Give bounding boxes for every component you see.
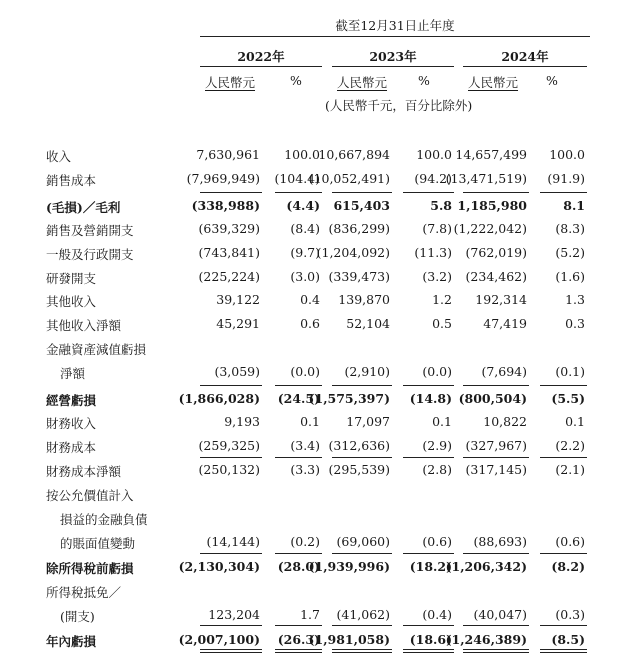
total-double-rule — [200, 652, 262, 653]
percent-cell: (1.6) — [555, 269, 585, 284]
subtotal-rule — [275, 625, 322, 626]
col-rmb-2024: 人民幣元 — [468, 75, 519, 90]
col-pct-2023: % — [418, 73, 430, 88]
subtotal-rule — [200, 553, 262, 554]
total-double-rule — [463, 649, 529, 650]
subtotal-rule — [403, 457, 454, 458]
subtotal-rule — [403, 192, 454, 193]
percent-cell: (3.3) — [290, 462, 320, 477]
percent-cell: (0.1) — [555, 364, 585, 379]
amount-cell: (10,052,491) — [308, 171, 390, 186]
amount-cell: (639,329) — [198, 221, 260, 236]
subtotal-rule — [332, 385, 392, 386]
amount-cell: 123,204 — [208, 607, 260, 622]
amount-cell: (3,059) — [214, 364, 260, 379]
percent-cell: (5.5) — [551, 391, 585, 406]
subtotal-rule — [540, 553, 587, 554]
subtotal-rule — [275, 457, 322, 458]
subtotal-rule — [463, 457, 529, 458]
amount-cell: 14,657,499 — [455, 147, 527, 162]
subtotal-rule — [463, 192, 529, 193]
percent-cell: (5.2) — [555, 245, 585, 260]
amount-cell: (1,206,342) — [445, 559, 527, 574]
amount-cell: (2,910) — [344, 364, 390, 379]
amount-cell: (14,144) — [206, 534, 260, 549]
amount-cell: 1,185,980 — [457, 198, 527, 213]
amount-cell: 139,870 — [338, 292, 390, 307]
percent-cell: (9.7) — [290, 245, 320, 260]
percent-cell: (0.6) — [422, 534, 452, 549]
percent-cell: (14.8) — [409, 391, 452, 406]
total-double-rule — [275, 649, 322, 650]
total-double-rule — [275, 652, 322, 653]
row-label: 按公允價值計入 — [46, 488, 134, 503]
percent-cell: 100.0 — [416, 147, 452, 162]
amount-cell: (1,981,058) — [308, 632, 390, 647]
percent-cell: 0.6 — [300, 316, 320, 331]
percent-cell: (3.4) — [290, 438, 320, 453]
row-label: 其他收入淨額 — [46, 318, 122, 333]
col-rmb-2023: 人民幣元 — [337, 75, 388, 90]
row-label: 一般及行政開支 — [46, 247, 134, 262]
total-double-rule — [403, 649, 454, 650]
year-rule-2022 — [200, 66, 322, 67]
total-double-rule — [200, 649, 262, 650]
year-2024: 2024年 — [501, 49, 549, 64]
amount-cell: 47,419 — [483, 316, 527, 331]
percent-cell: (24.5) — [277, 391, 320, 406]
total-double-rule — [403, 652, 454, 653]
percent-cell: (8.3) — [555, 221, 585, 236]
amount-cell: (88,693) — [473, 534, 527, 549]
subtotal-rule — [403, 553, 454, 554]
row-label: 財務成本 — [46, 440, 97, 455]
percent-cell: (0.3) — [555, 607, 585, 622]
percent-cell: (0.6) — [555, 534, 585, 549]
amount-cell: (327,967) — [465, 438, 527, 453]
subtotal-rule — [275, 192, 322, 193]
percent-cell: (94.2) — [414, 171, 452, 186]
subtotal-rule — [540, 385, 587, 386]
amount-cell: (1,866,028) — [178, 391, 260, 406]
percent-cell: (2.2) — [555, 438, 585, 453]
percent-cell: 0.1 — [300, 414, 320, 429]
percent-cell: (0.0) — [422, 364, 452, 379]
percent-cell: 1.2 — [432, 292, 452, 307]
subtotal-rule — [463, 553, 529, 554]
amount-cell: (1,246,389) — [445, 632, 527, 647]
total-double-rule — [463, 652, 529, 653]
percent-cell: (0.2) — [290, 534, 320, 549]
percent-cell: (2.1) — [555, 462, 585, 477]
subtotal-rule — [275, 385, 322, 386]
row-label: 淨額 — [60, 366, 86, 381]
row-label: (開支) — [60, 609, 95, 624]
amount-cell: 10,822 — [483, 414, 527, 429]
row-label: 財務成本淨額 — [46, 464, 122, 479]
percent-cell: 8.1 — [563, 198, 585, 213]
amount-cell: (259,325) — [198, 438, 260, 453]
row-label: 財務收入 — [46, 416, 97, 431]
amount-cell: (69,060) — [336, 534, 390, 549]
total-double-rule — [540, 649, 587, 650]
amount-cell: (13,471,519) — [445, 171, 527, 186]
percent-cell: (0.4) — [422, 607, 452, 622]
subtotal-rule — [200, 625, 262, 626]
subtotal-rule — [540, 625, 587, 626]
amount-cell: (800,504) — [458, 391, 527, 406]
percent-cell: (91.9) — [547, 171, 585, 186]
amount-cell: 615,403 — [333, 198, 390, 213]
percent-cell: (8.2) — [551, 559, 585, 574]
row-label: 金融資產減值虧損 — [46, 342, 147, 357]
amount-cell: (1,575,397) — [308, 391, 390, 406]
subtotal-rule — [463, 385, 529, 386]
amount-cell: (7,969,949) — [186, 171, 260, 186]
row-label: 經營虧損 — [46, 393, 97, 408]
amount-cell: (743,841) — [198, 245, 260, 260]
subtotal-rule — [332, 625, 392, 626]
percent-cell: (0.0) — [290, 364, 320, 379]
total-double-rule — [332, 652, 392, 653]
percent-cell: (7.8) — [422, 221, 452, 236]
col-pct-2022: % — [290, 73, 302, 88]
percent-cell: 0.5 — [432, 316, 452, 331]
subtotal-rule — [540, 192, 587, 193]
amount-cell: (1,204,092) — [316, 245, 390, 260]
percent-cell: 0.1 — [565, 414, 585, 429]
col-rmb-2022: 人民幣元 — [205, 75, 256, 90]
row-label: 其他收入 — [46, 294, 97, 309]
percent-cell: 5.8 — [430, 198, 452, 213]
percent-cell: (2.8) — [422, 462, 452, 477]
subtotal-rule — [200, 457, 262, 458]
percent-cell: (3.2) — [422, 269, 452, 284]
amount-cell: (2,007,100) — [178, 632, 260, 647]
amount-cell: (1,939,996) — [308, 559, 390, 574]
amount-cell: 17,097 — [346, 414, 390, 429]
row-label: 損益的金融負債 — [60, 512, 148, 527]
amount-cell: 52,104 — [346, 316, 390, 331]
subtotal-rule — [200, 192, 262, 193]
amount-cell: (338,988) — [191, 198, 260, 213]
percent-cell: 0.4 — [300, 292, 320, 307]
subtotal-rule — [403, 385, 454, 386]
amount-cell: 39,122 — [216, 292, 260, 307]
amount-cell: (41,062) — [336, 607, 390, 622]
total-double-rule — [540, 652, 587, 653]
percent-cell: 0.1 — [432, 414, 452, 429]
percent-cell: 100.0 — [284, 147, 320, 162]
subtotal-rule — [275, 553, 322, 554]
amount-cell: (2,130,304) — [178, 559, 260, 574]
year-rule-2023 — [332, 66, 454, 67]
period-title: 截至12月31日止年度 — [335, 18, 455, 33]
unit-note: (人民幣千元，百分比除外) — [325, 98, 473, 113]
row-label: 年內虧損 — [46, 634, 97, 649]
subtotal-rule — [332, 553, 392, 554]
percent-cell: (28.0) — [277, 559, 320, 574]
percent-cell: (18.2) — [409, 559, 452, 574]
amount-cell: (7,694) — [481, 364, 527, 379]
percent-cell: (18.6) — [409, 632, 452, 647]
subtotal-rule — [540, 457, 587, 458]
row-label: (毛損)／毛利 — [46, 200, 121, 215]
amount-cell: 10,667,894 — [318, 147, 390, 162]
percent-cell: (3.0) — [290, 269, 320, 284]
subtotal-rule — [403, 625, 454, 626]
row-label: 除所得稅前虧損 — [46, 561, 134, 576]
subtotal-rule — [332, 457, 392, 458]
row-label: 所得稅抵免／ — [46, 585, 122, 600]
amount-cell: 192,314 — [475, 292, 527, 307]
subtotal-rule — [200, 385, 262, 386]
percent-cell: (8.4) — [290, 221, 320, 236]
amount-cell: (312,636) — [328, 438, 390, 453]
amount-cell: 7,630,961 — [196, 147, 260, 162]
row-label: 研發開支 — [46, 271, 97, 286]
percent-cell: 1.7 — [300, 607, 320, 622]
percent-cell: 100.0 — [549, 147, 585, 162]
percent-cell: (26.3) — [277, 632, 320, 647]
percent-cell: (8.5) — [551, 632, 585, 647]
percent-cell: (104.4) — [274, 171, 320, 186]
amount-cell: (295,539) — [328, 462, 390, 477]
amount-cell: (762,019) — [465, 245, 527, 260]
row-label: 銷售成本 — [46, 173, 97, 188]
subtotal-rule — [463, 625, 529, 626]
amount-cell: 9,193 — [224, 414, 260, 429]
amount-cell: (234,462) — [465, 269, 527, 284]
amount-cell: 45,291 — [216, 316, 260, 331]
amount-cell: (225,224) — [198, 269, 260, 284]
row-label: 銷售及營銷開支 — [46, 223, 134, 238]
amount-cell: (40,047) — [473, 607, 527, 622]
amount-cell: (836,299) — [328, 221, 390, 236]
subtotal-rule — [332, 192, 392, 193]
amount-cell: (250,132) — [198, 462, 260, 477]
total-double-rule — [332, 649, 392, 650]
amount-cell: (339,473) — [328, 269, 390, 284]
year-rule-2024 — [463, 66, 587, 67]
row-label: 的賬面值變動 — [60, 536, 136, 551]
percent-cell: (11.3) — [414, 245, 452, 260]
year-2023: 2023年 — [369, 49, 417, 64]
year-2022: 2022年 — [237, 49, 285, 64]
percent-cell: 1.3 — [565, 292, 585, 307]
amount-cell: (317,145) — [465, 462, 527, 477]
percent-cell: 0.3 — [565, 316, 585, 331]
percent-cell: (4.4) — [286, 198, 320, 213]
header-rule — [200, 36, 590, 37]
percent-cell: (2.9) — [422, 438, 452, 453]
row-label: 收入 — [46, 149, 72, 164]
col-pct-2024: % — [546, 73, 558, 88]
amount-cell: (1,222,042) — [453, 221, 527, 236]
